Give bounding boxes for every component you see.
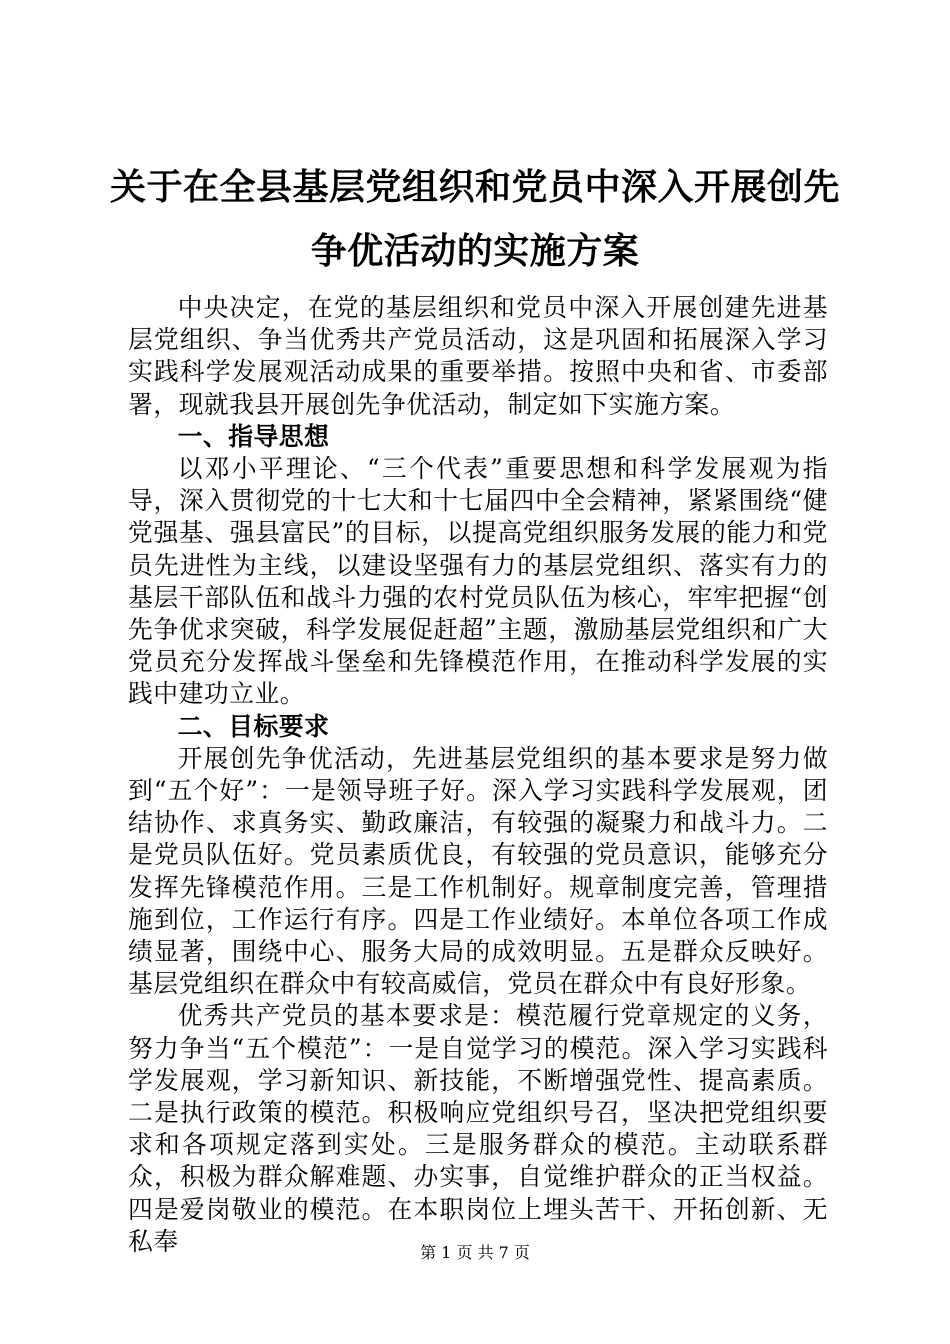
document-body bbox=[128, 292, 828, 1258]
section-heading-goals: 二、目标要求 bbox=[177, 711, 330, 741]
page-number-footer: 第 1 页 共 7 页 bbox=[420, 1243, 530, 1262]
section-paragraph-goals-2: 优秀共产党员的基本要求是：模范履行党章规定的义务，努力争当“五个模范”：一是自觉学习的模范。深入学习实践科学发展观，学习新知识、新技能，不断增强党性、提高素质。二是执行政策的模范。积极响应党组织号召，坚决把党组织要求和各项规定落到实处。三是服务群众的模范。主动联系群众，积极为群众解难题、办实事，自觉维护群众的正当权益。四是爱岗敬业的模范。在本职岗位上埋头苦干、开拓创新、无私奉 bbox=[128, 1001, 828, 1256]
section-paragraph-guiding-ideology: 以邓小平理论、“三个代表”重要思想和科学发展观为指导，深入贯彻党的十七大和十七届四中全会精神，紧紧围绕“健党强基、强县富民”的目标，以提高党组织服务发展的能力和党员先进性为主线，以建设坚强有力的基层党组织、落实有力的基层干部队伍和战斗力强的农村党员队伍为核心，牢牢把握“创先争优求突破，科学发展促赶超”主题，激励基层党组织和广大党员充分发挥战斗堡垒和先锋模范作用，在推动科学发展的实践中建功立业。 bbox=[128, 454, 828, 709]
intro-paragraph: 中央决定，在党的基层组织和党员中深入开展创建先进基层党组织、争当优秀共产党员活动，这是巩固和拓展深入学习实践科学发展观活动成果的重要举措。按照中央和省、市委部署，现就我县开展创先争优活动，制定如下实施方案。 bbox=[128, 293, 828, 419]
document-title-line-1: 关于在全县基层党组织和党员中深入开展创先 bbox=[109, 167, 840, 208]
document-title-line-2: 争优活动的实施方案 bbox=[310, 231, 640, 272]
section-paragraph-goals-1: 开展创先争优活动，先进基层党组织的基本要求是努力做到“五个好”：一是领导班子好。深入学习实践科学发展观，团结协作、求真务实、勤政廉洁，有较强的凝聚力和战斗力。二是党员队伍好。党员素质优良，有较强的党员意识，能够充分发挥先锋模范作用。三是工作机制好。规章制度完善，管理措施到位，工作运行有序。四是工作业绩好。本单位各项工作成绩显著，围绕中心、服务大局的成效明显。五是群众反映好。基层党组织在群众中有较高威信，党员在群众中有良好形象。 bbox=[128, 743, 828, 999]
section-heading-guiding-ideology: 一、指导思想 bbox=[177, 421, 330, 451]
